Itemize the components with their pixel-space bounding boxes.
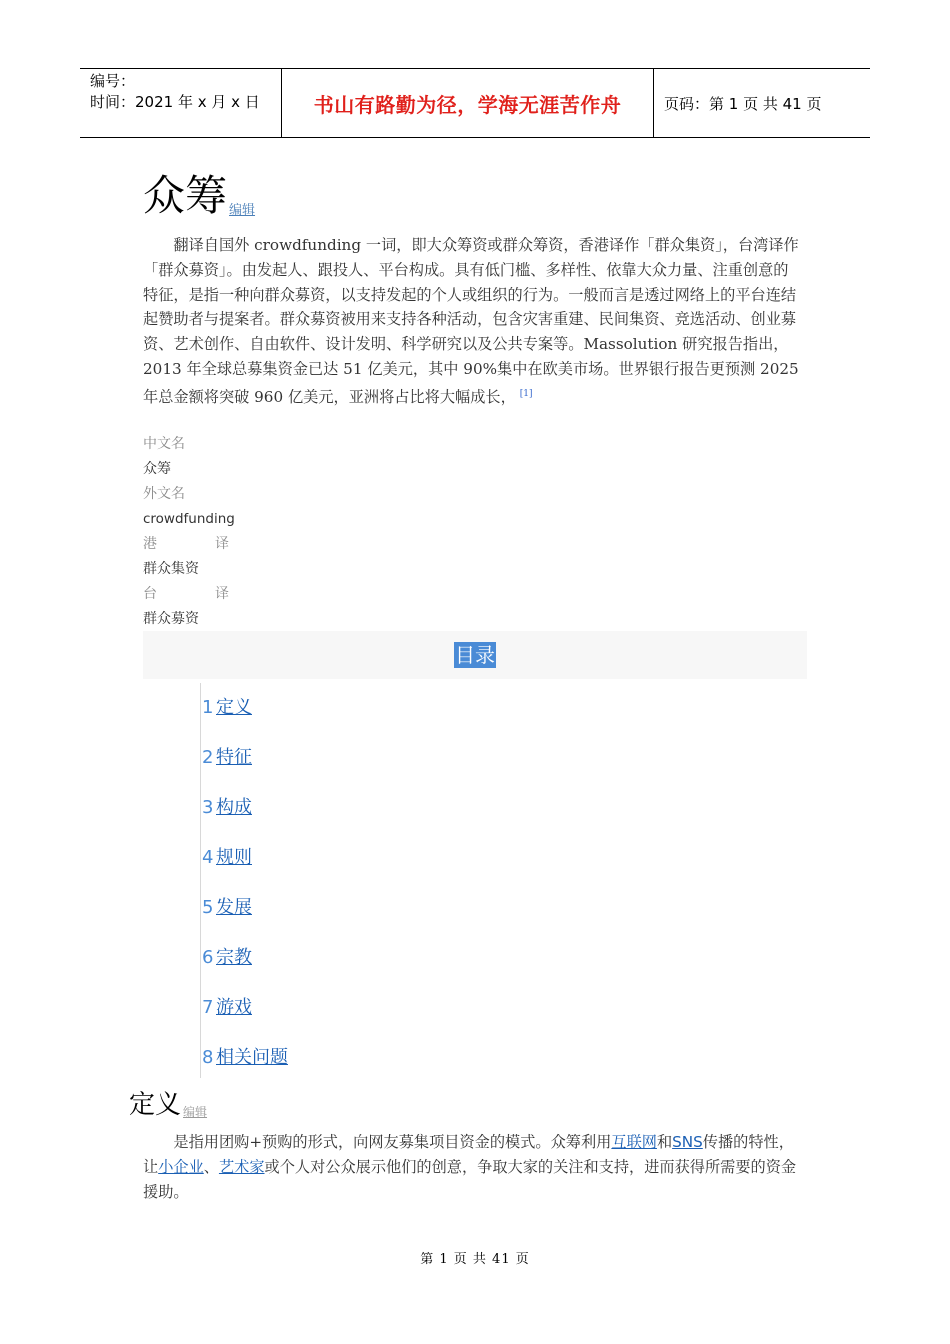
definition-text: 和 [656, 1133, 673, 1151]
section-definition-title-block [129, 1088, 207, 1122]
motto-text: 书山有路勤为径，学海无涯苦作舟 [313, 92, 622, 117]
hk-translation-value: 群众集资 [143, 561, 199, 577]
document-header [80, 68, 870, 138]
toc-item-number: 8 [202, 1047, 214, 1068]
section-edit-link[interactable]: 编辑 [183, 1105, 208, 1119]
toc-item-number: 2 [202, 747, 214, 768]
toc-item-number: 5 [202, 897, 214, 918]
article-title: 众筹 [143, 171, 228, 220]
definition-text: 传播的特性，让 [143, 1133, 794, 1176]
toc-item-features[interactable] [202, 743, 252, 769]
tw-label-char-2: 译 [215, 586, 229, 602]
definition-text: 、 [203, 1157, 219, 1176]
time-label: 时间：2021 年 x 月 x 日 [90, 93, 260, 111]
infobox [143, 432, 443, 632]
link-internet[interactable]: 互联网 [611, 1133, 657, 1151]
toc-item-link[interactable]: 特征 [216, 747, 252, 768]
toc-item-definition[interactable] [202, 693, 252, 719]
toc-item-related-questions[interactable] [202, 1043, 288, 1069]
hk-label-char-1: 港 [143, 536, 157, 552]
definition-text: 是指用团购+预购的形式，向网友募集项目资金的模式。众筹利用 [173, 1133, 612, 1151]
toc-title: 目录 [455, 643, 495, 667]
definition-text: 或个人对公众展示他们的创意，争取大家的关注和支持，进而获得所需要的资金援助。 [143, 1157, 797, 1201]
definition-paragraph [143, 1130, 803, 1204]
link-artist[interactable]: 艺术家 [218, 1157, 265, 1176]
toc-header [143, 631, 807, 679]
page-footer [0, 1248, 950, 1267]
link-small-business[interactable]: 小企业 [158, 1157, 204, 1176]
header-page-code [654, 69, 870, 137]
reference-link[interactable]: [1] [519, 388, 533, 399]
page-code-text: 页码：第 1 页 共 41 页 [664, 94, 822, 113]
toc-item-number: 3 [202, 797, 214, 818]
toc-item-number: 4 [202, 847, 214, 868]
footer-page-number: 第 1 页 共 41 页 [420, 1252, 530, 1267]
toc-item-link[interactable]: 规则 [216, 847, 252, 868]
toc-item-link[interactable]: 相关问题 [216, 1047, 288, 1068]
toc-item-link[interactable]: 发展 [216, 897, 252, 918]
toc-item-link[interactable]: 游戏 [216, 997, 252, 1018]
toc-item-rules[interactable] [202, 843, 252, 869]
article-title-block [143, 170, 255, 222]
hk-label-char-2: 译 [215, 536, 229, 552]
foreign-name-label: 外文名 [143, 486, 185, 502]
tw-translation-value: 群众募资 [143, 611, 199, 627]
toc-item-games[interactable] [202, 993, 252, 1019]
toc-item-link[interactable]: 宗教 [216, 947, 252, 968]
chinese-name-label: 中文名 [143, 436, 185, 452]
intro-paragraph [143, 233, 803, 410]
toc-item-development[interactable] [202, 893, 252, 919]
toc-item-religion[interactable] [202, 943, 252, 969]
tw-translation-label [143, 582, 229, 607]
chinese-name-value: 众筹 [143, 461, 171, 477]
intro-text: 翻译自国外 crowdfunding 一词，即大众筹资或群众筹资，香港译作「群众集资」，台湾译作「群众募资」。由发起人、跟投人、平台构成。具有低门槛、多样性、依靠大众力量、注重创意的特征，是指一种向群众募资，以支持发起的个人或组织的行为。一般而言是透过网络上的平台连结起赞助者与提案者。群众募资被用来支持各种活动，包含灾害重建、民间集资、竞选活动、创业募资、艺术创作、自由软件、设计发明、科学研究以及公共专案等。Massolution 研究报告指出，2013 年全球总募集资金已达 51 亿美元，其中 90%集中在欧美市场。世界银行报告更预测 2025 年总金额将突破 960 亿美元，亚洲将占比将大幅成长， [143, 236, 799, 406]
tw-label-char-1: 台 [143, 586, 157, 602]
toc-item-link[interactable]: 定义 [216, 697, 252, 718]
foreign-name-value: crowdfunding [143, 511, 235, 527]
toc-item-link[interactable]: 构成 [216, 797, 252, 818]
toc-item-composition[interactable] [202, 793, 252, 819]
hk-translation-label [143, 532, 229, 557]
title-edit-link[interactable]: 编辑 [229, 203, 256, 218]
toc-item-number: 7 [202, 997, 214, 1018]
link-sns[interactable]: SNS [672, 1133, 703, 1151]
number-label: 编号： [90, 72, 136, 90]
section-definition-title: 定义 [129, 1090, 182, 1120]
header-meta [80, 69, 281, 137]
toc-item-number: 1 [202, 697, 214, 718]
toc-item-number: 6 [202, 947, 214, 968]
header-motto [281, 69, 654, 137]
toc-list [200, 683, 501, 1078]
